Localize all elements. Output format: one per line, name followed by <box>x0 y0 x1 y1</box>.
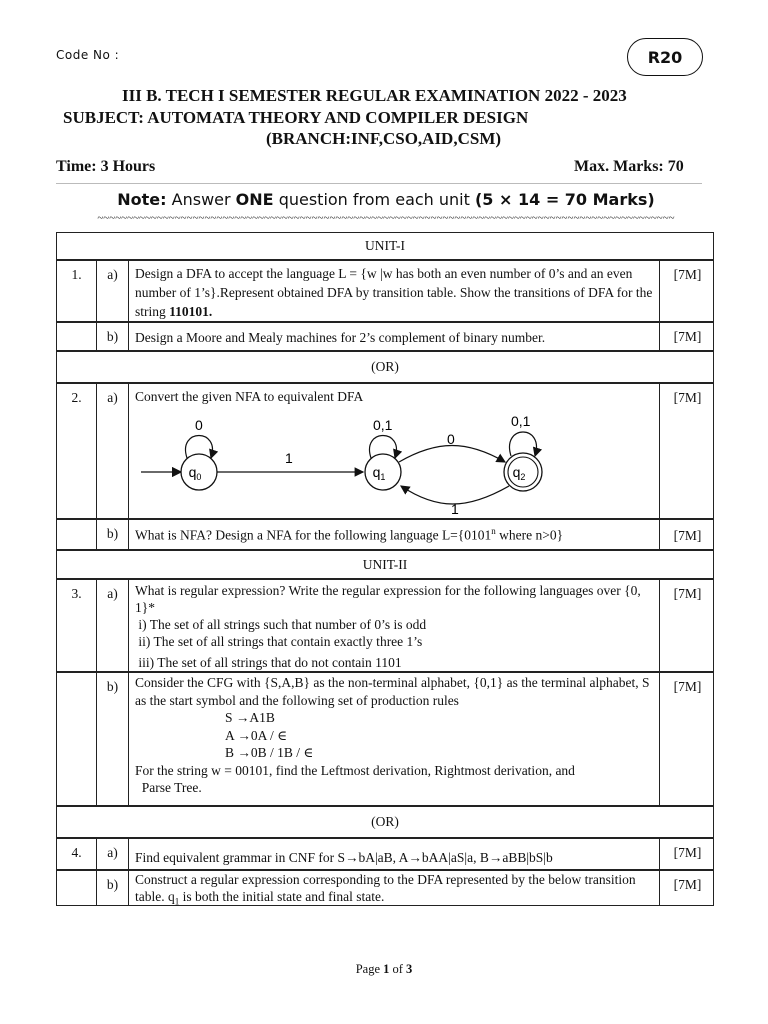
tilde-divider: ~~~~~~~~~~~~~~~~~~~~~~~~~~~~~~~~~~~~~~~~~~~~~~~~~~~~~~~~~~~~~~~~~~~~~~~~~~~~~~~~~~~~~~~~~~~~~~~~~ <box>97 212 675 224</box>
unit-2-header: UNIT-II <box>56 550 714 579</box>
production-rule: B →0B / 1B / ∈ <box>225 745 314 760</box>
q3b-tail: For the string w = 00101, find the Leftmost derivation, Rightmost derivation, and <box>135 762 575 778</box>
footer-of-word: of <box>392 962 403 976</box>
question-3a-row <box>56 579 714 672</box>
q3b-tail-2: Parse Tree. <box>135 780 202 795</box>
question-4b-row <box>56 870 714 906</box>
q3b-intro: Consider the CFG with {S,A,B} as the non-terminal alphabet, {0,1} as the terminal alphabet, S as the start symbol and the following set of production rules <box>135 675 650 708</box>
question-1a-row <box>56 260 714 322</box>
question-text <box>129 261 660 321</box>
note-marks: (5 × 14 = 70 Marks) <box>474 190 655 209</box>
note-mid: question from each unit <box>278 190 470 209</box>
footer-page-word: Page <box>355 962 380 976</box>
branch-title: (BRANCH:INF,CSO,AID,CSM) <box>266 129 502 148</box>
header-divider <box>56 183 702 184</box>
q3a-line-2: i) The set of all strings such that number of 0’s is odd <box>135 617 427 632</box>
subject-title: SUBJECT: AUTOMATA THEORY AND COMPILER DESIGN <box>63 108 529 127</box>
question-text <box>129 871 660 905</box>
q4b-subscript: 1 <box>174 896 180 907</box>
footer-page-total: 3 <box>406 962 413 976</box>
sub-question-label: b) <box>97 673 129 805</box>
question-number: 3. <box>57 580 97 671</box>
or-separator-1: (OR) <box>56 351 714 383</box>
loop-q2-label: 0,1 <box>511 413 531 429</box>
question-4a-row <box>56 838 714 870</box>
question-number-empty <box>57 520 97 549</box>
production-rule: A →0A / ∈ <box>225 727 288 743</box>
q1a-text: Design a DFA to accept the language L = {w |w has both an even number of 0’s and an even number of 1’s}.Represent obtained DFA by transition table. Show the transitions of DFA for the string <box>135 266 653 319</box>
question-3b-row <box>56 672 714 806</box>
state-q2-label: $q_2$ <box>512 464 526 482</box>
regulation-badge: R20 <box>627 38 703 76</box>
question-2b-row <box>56 519 714 550</box>
unit-1-header: UNIT-I <box>56 232 714 260</box>
question-text <box>129 384 660 518</box>
question-number-empty <box>57 323 97 350</box>
q3a-line-4: iii) The set of all strings that do not contain 1101 <box>135 655 402 670</box>
marks-label: [7M] <box>673 329 702 344</box>
question-number: 1. <box>57 261 97 321</box>
q2b-text-pre: What is NFA? Design a NFA for the following language L={0101 <box>135 527 492 543</box>
edge-q1-q2-label: 0 <box>447 431 455 447</box>
question-2a-row <box>56 383 714 519</box>
sub-question-label: b) <box>97 871 129 905</box>
sub-question-label: a) <box>97 384 129 518</box>
marks-label: [7M] <box>673 679 702 694</box>
loop-q0-label: 0 <box>195 417 203 433</box>
marks-label: [7M] <box>673 390 702 405</box>
edge-q2-q1-label: 1 <box>451 501 459 517</box>
edge-q0-q1-label: 1 <box>285 450 293 466</box>
marks-label: [7M] <box>673 586 702 601</box>
question-text <box>129 673 660 805</box>
marks-label: [7M] <box>673 845 702 860</box>
sub-question-label: b) <box>97 323 129 350</box>
production-rule: S →A1B <box>225 710 275 725</box>
marks-label: [7M] <box>673 267 702 282</box>
state-q1-label: $q_1$ <box>372 464 386 482</box>
sub-question-label: a) <box>97 580 129 671</box>
q3a-line-1: What is regular expression? Write the regular expression for the following languages over {0, 1}* <box>135 583 641 615</box>
note-pre: Answer <box>171 190 231 209</box>
sub-question-label: a) <box>97 261 129 321</box>
exam-time: Time: 3 Hours <box>56 158 156 175</box>
sub-question-label: a) <box>97 839 129 869</box>
exam-title: III B. TECH I SEMESTER REGULAR EXAMINATION 2022 - 2023 <box>122 86 627 105</box>
note-one: ONE <box>235 190 274 209</box>
marks-label: [7M] <box>673 528 702 543</box>
q4a-text: Find equivalent grammar in CNF for S→bA|aB, A→bAA|aS|a, B→aBB|bS|b <box>129 839 660 869</box>
q2a-text: Convert the given NFA to equivalent DFA <box>135 389 364 404</box>
q3a-line-3: ii) The set of all strings that contain exactly three 1’s <box>135 634 423 649</box>
question-number: 2. <box>57 384 97 518</box>
state-q0-label: $q_0$ <box>188 464 202 482</box>
q4b-text-post: is both the initial state and final state. <box>179 888 385 904</box>
sub-question-label: b) <box>97 520 129 549</box>
q4b-text-pre: Construct a regular expression corresponding to the DFA represented by the below transition table. q <box>135 872 636 904</box>
footer-page-number: 1 <box>383 962 390 976</box>
question-1b-row <box>56 322 714 351</box>
q1b-text: Design a Moore and Mealy machines for 2’s complement of binary number. <box>129 323 660 350</box>
question-text <box>129 520 660 549</box>
q2b-superscript: n <box>491 526 496 536</box>
q1a-bold-string: 110101. <box>169 304 213 319</box>
question-text <box>129 580 660 671</box>
loop-q1-label: 0,1 <box>373 417 393 433</box>
question-number: 4. <box>57 839 97 869</box>
marks-label: [7M] <box>673 877 702 892</box>
page-footer <box>0 962 768 977</box>
or-separator-2: (OR) <box>56 806 714 838</box>
max-marks: Max. Marks: 70 <box>574 158 684 175</box>
q2b-text-post: where n>0} <box>495 527 564 543</box>
nfa-diagram <box>137 410 557 518</box>
code-no-label: Code No : <box>56 48 120 62</box>
edge-q1-q2 <box>399 446 505 463</box>
question-number-empty <box>57 871 97 905</box>
note-label: Note: <box>117 190 167 209</box>
question-number-empty <box>57 673 97 805</box>
instructions-note <box>56 190 716 209</box>
